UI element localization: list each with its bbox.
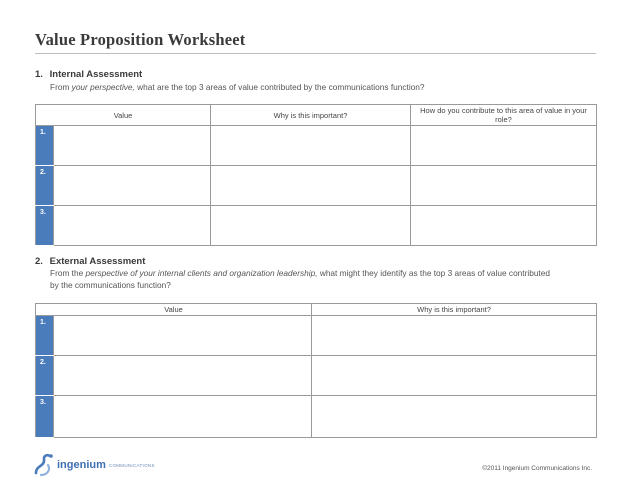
- section2-number: 2.: [35, 256, 43, 267]
- value-cell[interactable]: [54, 356, 312, 396]
- section1-desc-italic: your perspective,: [71, 82, 135, 92]
- section2-title: External Assessment: [49, 256, 146, 267]
- why-cell[interactable]: [312, 396, 597, 438]
- internal-assessment-table: [35, 104, 597, 246]
- section1-desc-post: what are the top 3 areas of value contributed by the communications function?: [134, 82, 425, 92]
- section2-heading: [35, 256, 145, 267]
- table-row: [36, 316, 597, 356]
- value-cell[interactable]: [54, 206, 211, 246]
- brand-name: ingenium: [57, 459, 106, 471]
- row-number: 3.: [36, 396, 54, 438]
- column-header-why: Why is this important?: [312, 304, 597, 316]
- section1-description: [50, 82, 425, 94]
- section2-desc-pre: From the: [50, 268, 86, 278]
- page-title: Value Proposition Worksheet: [35, 30, 246, 49]
- table-row: [36, 166, 597, 206]
- section1-heading: [35, 69, 142, 80]
- external-assessment-table: [35, 303, 597, 438]
- value-cell[interactable]: [54, 316, 312, 356]
- why-cell[interactable]: [211, 206, 411, 246]
- how-cell[interactable]: [411, 166, 597, 206]
- row-number: 1.: [36, 316, 54, 356]
- row-number: 2.: [36, 166, 54, 206]
- table-row: [36, 206, 597, 246]
- how-cell[interactable]: [411, 126, 597, 166]
- table-row: [36, 356, 597, 396]
- column-header-why: Why is this important?: [211, 105, 411, 126]
- section1-number: 1.: [35, 69, 43, 80]
- title-divider: [35, 53, 596, 54]
- ingenium-logo-icon: [33, 453, 55, 477]
- why-cell[interactable]: [312, 316, 597, 356]
- why-cell[interactable]: [211, 126, 411, 166]
- section2-desc-italic: perspective of your internal clients and organization leadership,: [85, 268, 318, 278]
- section1-desc-pre: From: [50, 82, 72, 92]
- why-cell[interactable]: [312, 356, 597, 396]
- value-cell[interactable]: [54, 166, 211, 206]
- table-row: [36, 126, 597, 166]
- column-header-value: Value: [36, 105, 211, 126]
- column-header-how: How do you contribute to this area of value in your role?: [411, 105, 597, 126]
- how-cell[interactable]: [411, 206, 597, 246]
- section2-description: [50, 268, 560, 291]
- why-cell[interactable]: [211, 166, 411, 206]
- row-number: 2.: [36, 356, 54, 396]
- ingenium-logo: [33, 452, 155, 478]
- copyright-text: ©2011 Ingenium Communications Inc.: [482, 465, 592, 472]
- value-cell[interactable]: [54, 396, 312, 438]
- row-number: 3.: [36, 206, 54, 246]
- section2-desc-post: what might they identify as the top 3 areas of value contributed by the communications function?: [50, 268, 550, 290]
- brand-subtitle: COMMUNICATIONS: [108, 462, 155, 468]
- row-number: 1.: [36, 126, 54, 166]
- value-cell[interactable]: [54, 126, 211, 166]
- column-header-value: Value: [36, 304, 312, 316]
- section1-title: Internal Assessment: [49, 69, 143, 80]
- table-row: [36, 396, 597, 438]
